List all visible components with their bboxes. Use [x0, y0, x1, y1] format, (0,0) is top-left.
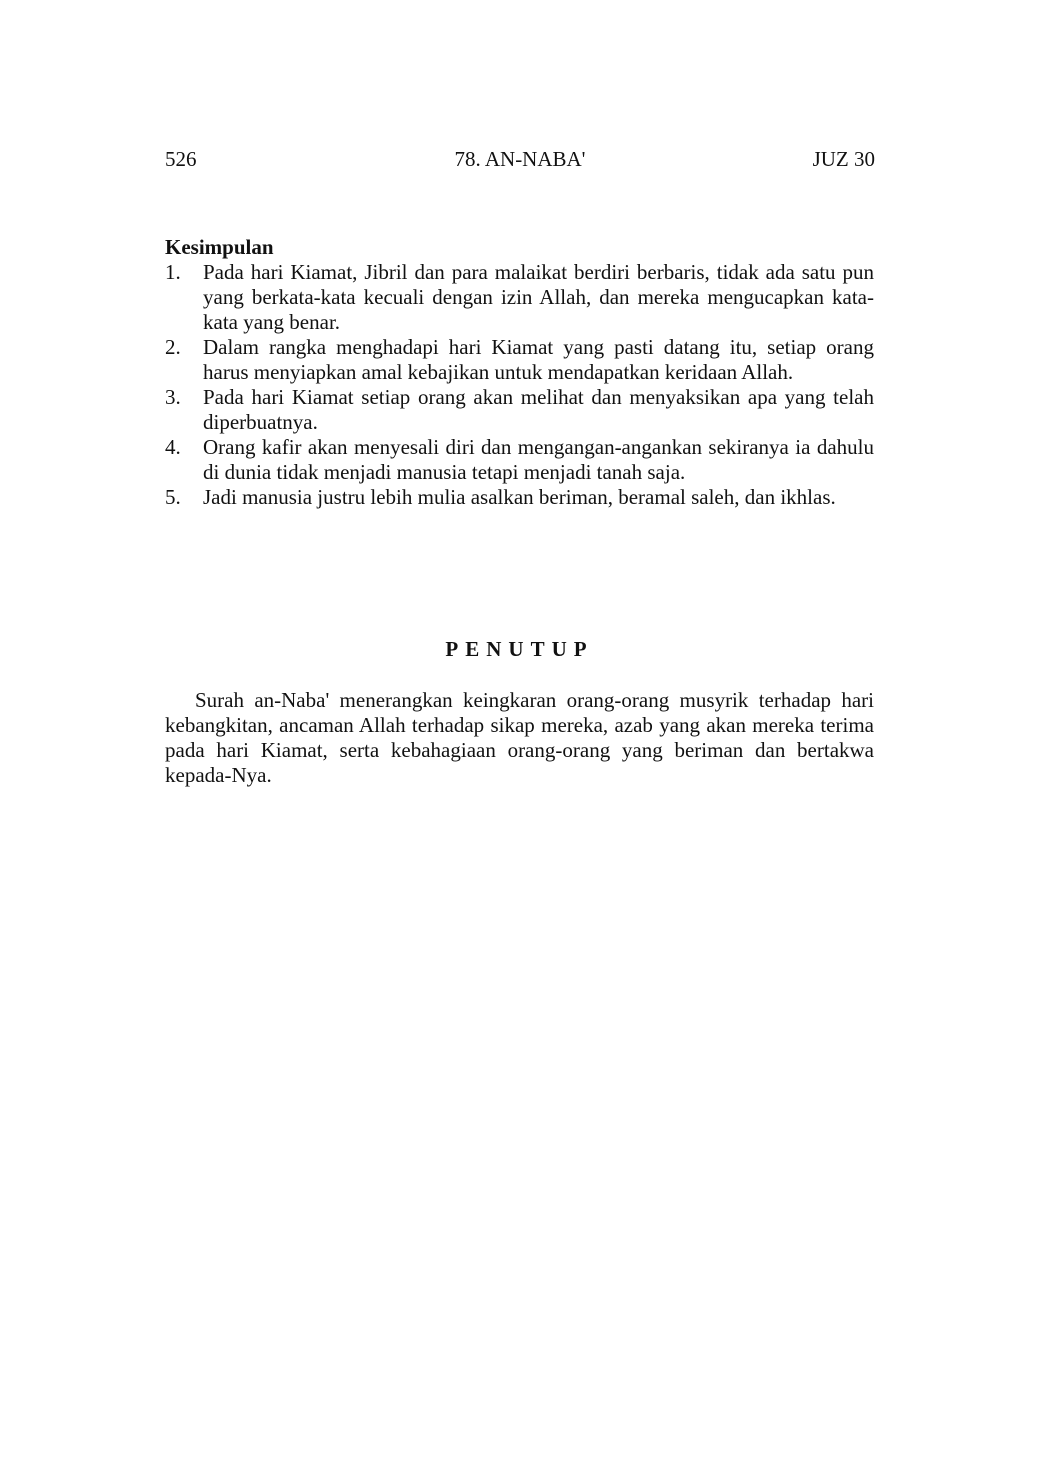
list-item-number: 4.	[165, 435, 181, 459]
list-item	[165, 260, 874, 335]
chapter-title: 78. AN-NABA'	[454, 147, 586, 171]
closing-title: PENUTUP	[445, 637, 594, 661]
list-item-number: 5.	[165, 485, 181, 509]
list-item-text: Pada hari Kiamat, Jibril dan para malaikat berdiri berbaris, tidak ada satu pun yang berkata-kata kecuali dengan izin Allah, dan mereka mengucapkan kata-kata yang benar.	[203, 260, 874, 334]
list-item	[165, 335, 874, 385]
list-item-text: Jadi manusia justru lebih mulia asalkan beriman, beramal saleh, dan ikhlas.	[203, 485, 836, 509]
list-item	[165, 485, 874, 510]
list-item-text: Dalam rangka menghadapi hari Kiamat yang pasti datang itu, setiap orang harus menyiapkan amal kebajikan untuk mendapatkan keridaan Allah.	[203, 335, 874, 384]
list-item-number: 2.	[165, 335, 181, 359]
page-header	[165, 146, 875, 172]
list-item	[165, 435, 874, 485]
closing-paragraph: Surah an-Naba' menerangkan keingkaran orang-orang musyrik terhadap hari kebangkitan, ancaman Allah terhadap sikap mereka, azab yang akan mereka terima pada hari Kiamat, serta kebahagiaan orang-orang yang beriman dan bertakwa kepada-Nya.	[165, 688, 874, 787]
list-item-number: 1.	[165, 260, 181, 284]
list-item-text: Orang kafir akan menyesali diri dan mengangan-angankan sekiranya ia dahulu di dunia tidak menjadi manusia tetapi menjadi tanah saja.	[203, 435, 874, 484]
page-number: 526	[165, 147, 197, 171]
conclusion-heading: Kesimpulan	[165, 235, 274, 259]
conclusion-section	[165, 235, 874, 510]
conclusion-list	[165, 260, 874, 510]
list-item-text: Pada hari Kiamat setiap orang akan melihat dan menyaksikan apa yang telah diperbuatnya.	[203, 385, 874, 434]
list-item-number: 3.	[165, 385, 181, 409]
juz-label: JUZ 30	[812, 147, 875, 171]
list-item	[165, 385, 874, 435]
